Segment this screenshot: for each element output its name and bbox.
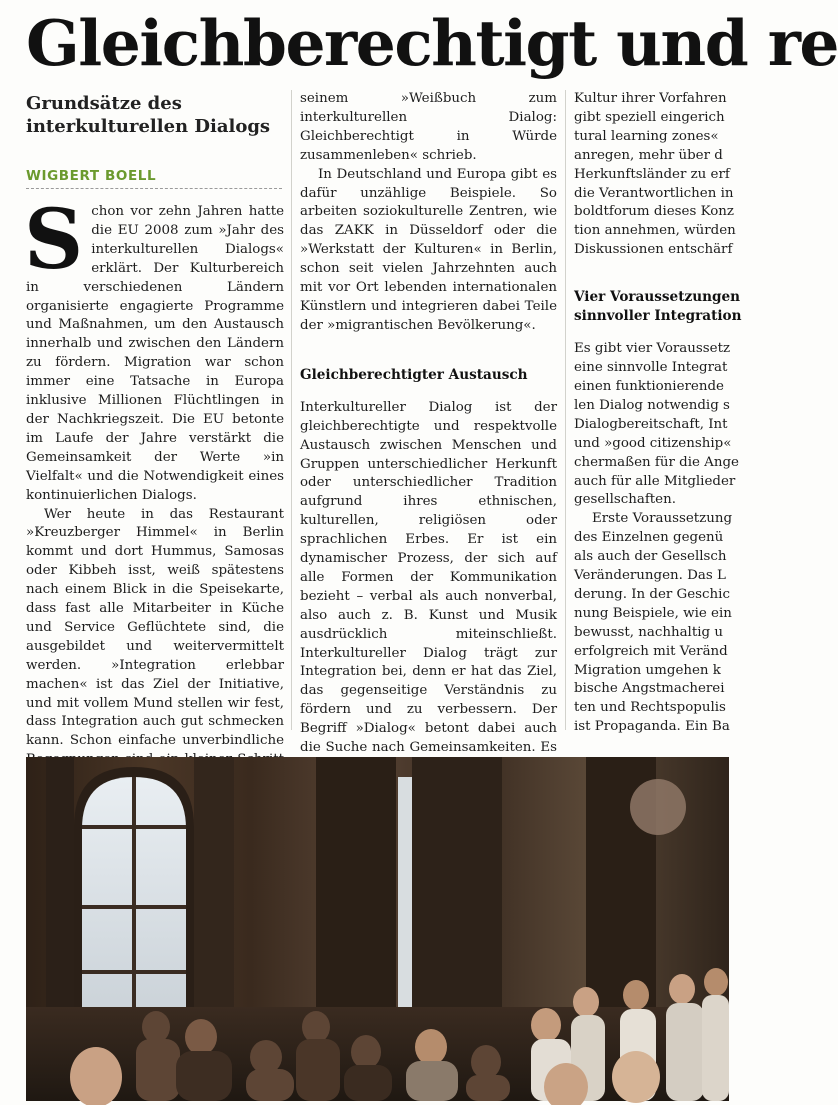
column-divider (291, 90, 292, 730)
column-divider (565, 90, 566, 730)
article-column-1 (24, 192, 284, 789)
section-subheading: Gleichberechtigter Austausch (300, 366, 528, 383)
column-3-block-3 (574, 510, 754, 737)
text-line: tural learning zones« (574, 128, 719, 144)
article-column-3 (574, 90, 754, 737)
body-paragraph: In Deutschland und Europa gibt es dafür unzählige Beispiele. So arbeiten soziokulturelle Zentren, wie das ZAKK in Düsseldorf oder die »Werkstatt der Kulturen« in Berlin, schon seit vielen Jahrzehnten auch mit vor Ort lebenden internationalen Künstlern und integrieren dabei Teile der »migrantischen Bevölkerung«. (300, 166, 557, 333)
text-line: ten und Rechtspopulis (574, 700, 726, 716)
text-line: erfolgreich mit Veränd (574, 643, 728, 659)
body-paragraph: seinem »Weißbuch zum interkulturellen Dialog: Gleichberechtigt in Würde zusammenleben« schrieb. (300, 91, 557, 163)
text-line: gibt speziell eingerich (574, 109, 725, 125)
author-byline: WIGBERT BOELL (26, 168, 282, 189)
text-line: Erste Voraussetzung (592, 511, 733, 527)
section-subheading (574, 288, 754, 326)
curtain (316, 757, 396, 1047)
text-line: des Einzelnen gegenü (574, 530, 724, 546)
body-paragraph: Wer heute in das Restaurant »Kreuzberger Himmel« in Berlin kommt und dort Hummus, Samosas oder Kibbeh isst, weiß spätestens nach einem Blick in die Speisekarte, dass fast alle Mitarbeiter in Küche und Service Geflüchtete sind, die ausgebildet und weitervermittelt werden. »Integration erlebbar machen« ist das Ziel der Initiative, und mit vollem Mund stellen wir fest, dass Integration auch gut schmecken kann. Schon einfache unverbindliche (26, 506, 284, 749)
article-headline: Gleichberechtigt und re (26, 6, 838, 80)
text-line: auch für alle Mitglieder (574, 473, 736, 489)
text-line: Es gibt vier Voraussetz (574, 341, 731, 357)
ceiling-lamp (630, 779, 686, 835)
text-line: ist Propaganda. Ein Ba (574, 719, 730, 735)
concert-hall-photo-illustration (26, 757, 729, 1101)
text-line: boldtforum dieses Konz (574, 204, 734, 220)
text-line: chermaßen für die Ange (574, 454, 739, 470)
article-photo (26, 757, 729, 1101)
drop-cap: S (24, 192, 84, 288)
text-line: Migration umgehen k (574, 662, 721, 678)
curtain (412, 757, 502, 1047)
column-3-block-2 (574, 340, 754, 510)
body-paragraph: Interkultureller Dialog ist der gleichberechtigte und respektvolle Austausch zwischen Menschen und Gruppen unterschiedlicher Herkunft oder unterschiedlicher Tradition aufgrund ihres ethnischen, kulturellen, religiösen oder sprachlichen Erbes. Er ist ein dynamischer Prozess, der sich auf alle Formen der Kommunikation bezieht – verbal als auch nonverbal, also auch z. B. Kunst und Musik ausdrücklich miteinschließt. Interkultureller Dialog trägt zur Integration bei, denn er hat das Ziel, das gegenseitige Verständnis zu fördern und zu verbessern. Der Begriff »Dialog« betont dabei auch die Suche nach Gemeinsamkeiten. Es (300, 399, 557, 756)
subheading-line: Vier Voraussetzungen (574, 289, 740, 306)
text-line: len Dialog notwendig s (574, 397, 730, 413)
text-line: einen funktionierende (574, 378, 724, 394)
text-line: eine sinnvolle Integrat (574, 360, 728, 376)
paragraph-text: chon vor zehn Jahren hatte die EU 2008 zum »Jahr des interkulturellen Dialogs« erklärt. Der Kulturbereich in verschiedenen Ländern organisierte engagierte Programme und Maßnahmen, um den Austausch innerhalb und zwischen den Ländern zu fördern. Migration war schon immer eine Tatsache in Europa inklusive Millionen Flüchtlingen in der Nachkriegszeit. Die EU betonte im Laufe der Jahre verstärkt die Gemeinsamkeit der Werte »in Vielfalt« und die Notwendigkeit eines kontinuierlichen Dialogs. (26, 204, 284, 503)
article-subline: Grundsätze des interkulturellen Dialogs (26, 93, 271, 137)
text-line: und »good citizenship« (574, 435, 732, 451)
column-3-block-1 (574, 90, 754, 260)
subheading-line: sinnvoller Integration (574, 308, 742, 325)
body-paragraph (24, 192, 284, 506)
text-line: die Verantwortlichen in (574, 185, 734, 201)
text-line: bewusst, nachhaltig u (574, 624, 723, 640)
article-column-2 (300, 90, 557, 815)
narrow-window (398, 777, 412, 1047)
text-line: nung Beispiele, wie ein (574, 605, 732, 621)
text-line: Herkunftsländer zu erf (574, 166, 730, 182)
text-line: Kultur ihrer Vorfahren (574, 91, 727, 106)
text-line: als auch der Gesellsch (574, 549, 727, 565)
text-line: tion annehmen, würden (574, 223, 736, 239)
text-line: Diskussionen entschärf (574, 242, 733, 258)
text-line: derung. In der Geschic (574, 586, 730, 602)
text-line: anregen, mehr über d (574, 147, 723, 163)
text-line: Veränderungen. Das L (574, 568, 726, 584)
text-line: Dialogbereitschaft, Int (574, 416, 728, 432)
text-line: gesellschaften. (574, 492, 676, 508)
text-line: bische Angstmacherei (574, 681, 725, 697)
